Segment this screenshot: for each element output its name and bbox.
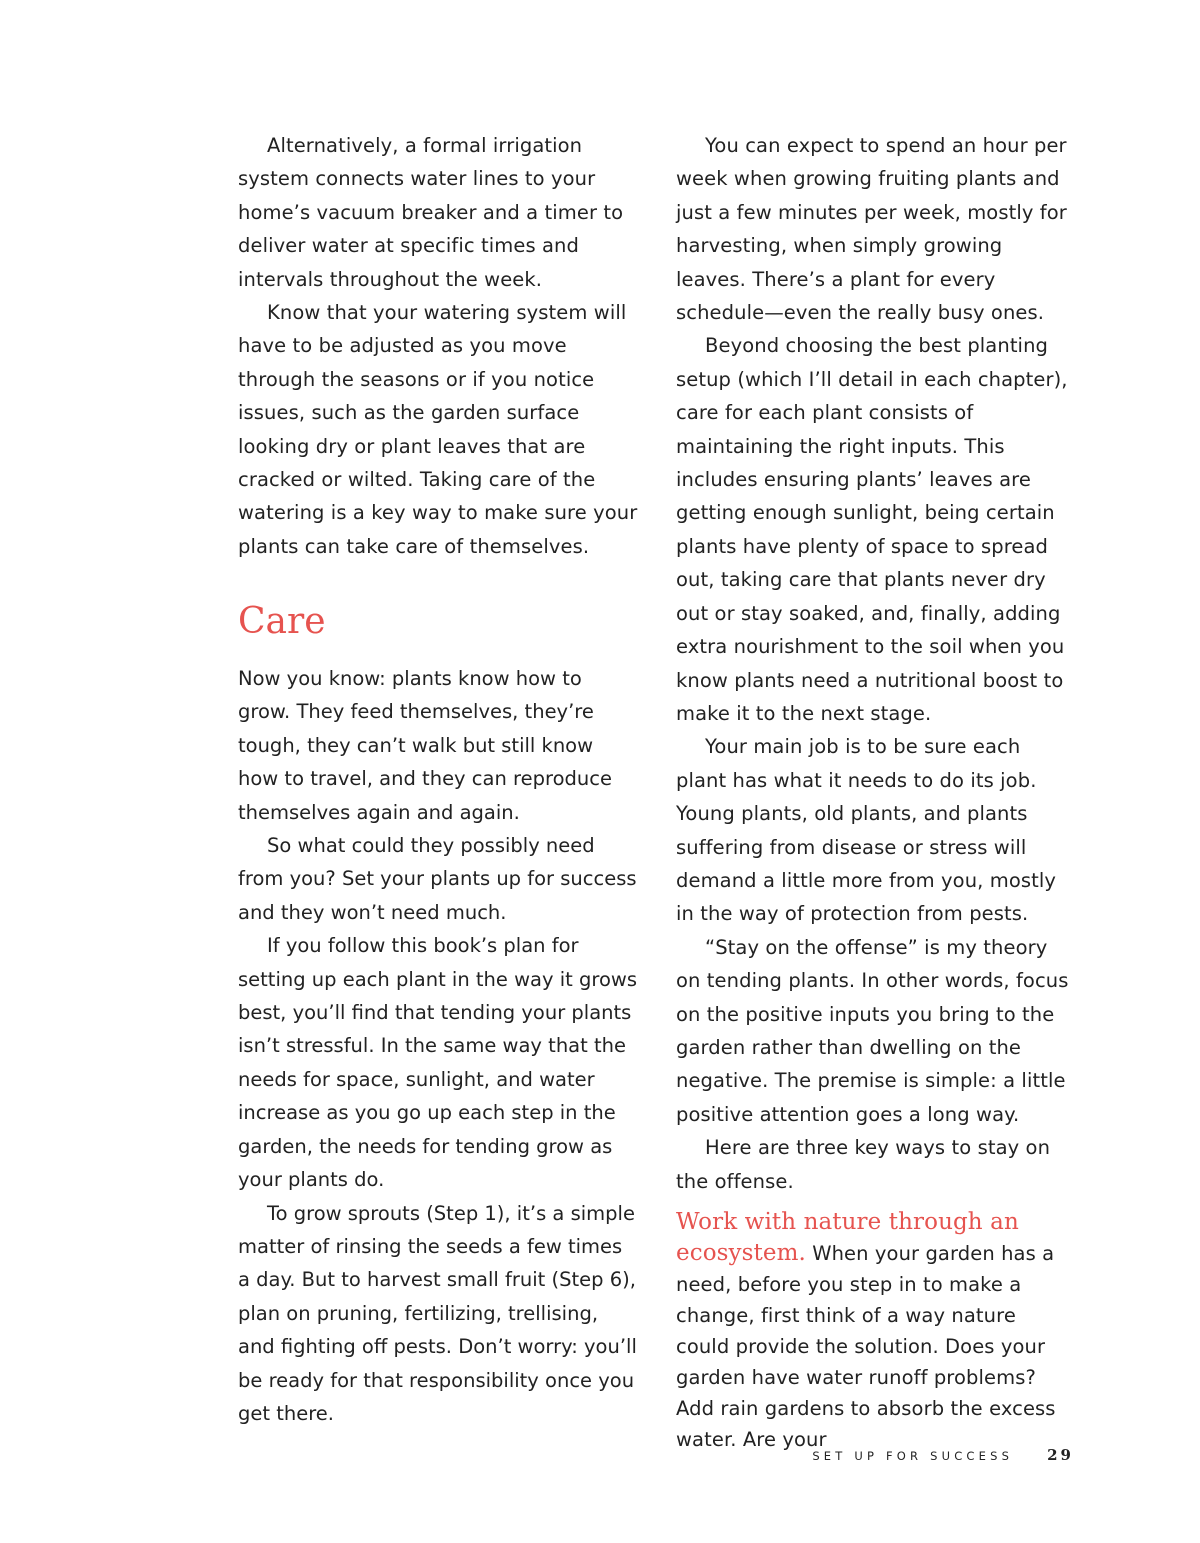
section-heading: Care (238, 601, 326, 642)
body-paragraph: To grow sprouts (Step 1), it’s a simple matter of rinsing the seeds a few times a day. But to harvest small fruit (Step 6), plan on pruning, fertilizing, trellising, and fighting off pests. Don’t worry: you’ll be ready for that responsibility once you get there. (238, 1201, 637, 1425)
body-paragraph: Beyond choosing the best planting setup (which I’ll detail in each chapter), care for each plant consists of maintaining the right inputs. This includes ensuring plants’ leaves are getting enough sunlight, being certain plants have plenty of space to spread out, taking care that plants never dry out or stay soaked, and, finally, adding extra nourishment to the soil when you know plants need a nutritional boost to make it to the next stage. (676, 334, 1068, 725)
body-paragraph: Now you know: plants know how to grow. They feed themselves, they’re tough, they can’t walk but still know how to travel, and they can reproduce themselves again and again. (238, 667, 612, 824)
left-column-bottom (238, 662, 638, 1430)
page-footer (812, 1446, 1074, 1464)
body-paragraph: Know that your watering system will have to be adjusted as you move through the seasons or if you notice issues, such as the garden surface looking dry or plant leaves that are cracked or wilted. Taking care of the watering is a key way to make sure your plants can take care of themselves. (238, 301, 638, 558)
running-head: SET UP FOR SUCCESS (812, 1449, 1014, 1463)
inline-subhead: Work with nature through an ecosystem. (676, 1209, 1019, 1266)
right-column (676, 129, 1072, 1455)
subhead-body-text: When your garden has a need, before you step in to make a change, first think of a way nature could provide the solution. Does your garden have water runoff problems? Add rain gardens to absorb the excess water. Are your (676, 1242, 1056, 1451)
body-paragraph: So what could they possibly need from you? Set your plants up for success and they won’t need much. (238, 834, 637, 924)
body-paragraph: “Stay on the offense” is my theory on tending plants. In other words, focus on the positive inputs you bring to the garden rather than dwelling on the negative. The premise is simple: a little positive attention goes a long way. (676, 935, 1069, 1126)
body-paragraph: Alternatively, a formal irrigation system connects water lines to your home’s vacuum breaker and a timer to deliver water at specific times and intervals throughout the week. (238, 134, 624, 291)
left-column-top (238, 129, 638, 563)
body-paragraph: Here are three key ways to stay on the offense. (676, 1136, 1051, 1193)
page-number: 29 (1047, 1446, 1074, 1464)
body-paragraph: You can expect to spend an hour per week when growing fruiting plants and just a few minutes per week, mostly for harvesting, when simply growing leaves. There’s a plant for every schedule—even the really busy ones. (676, 134, 1067, 325)
body-paragraph: Your main job is to be sure each plant has what it needs to do its job. Young plants, old plants, and plants suffering from disease or stress will demand a little more from you, mostly in the way of protection from pests. (676, 735, 1057, 926)
subhead-paragraph (676, 1207, 1072, 1455)
body-paragraph: If you follow this book’s plan for setting up each plant in the way it grows best, you’ll find that tending your plants isn’t stressful. In the same way that the needs for space, sunlight, and water increase as you go up each step in the garden, the needs for tending grow as your plants do. (238, 934, 637, 1192)
